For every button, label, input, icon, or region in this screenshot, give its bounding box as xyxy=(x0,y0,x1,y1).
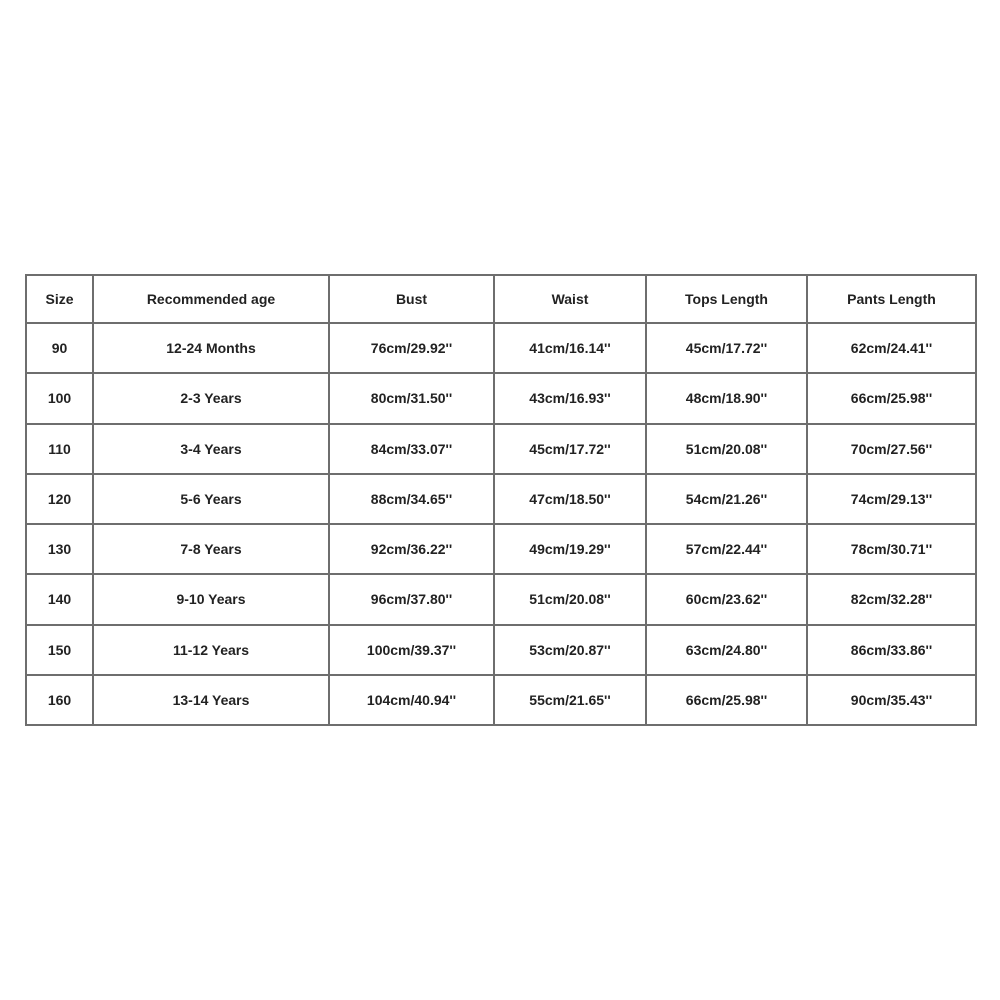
cell-pants-length: 62cm/24.41'' xyxy=(807,323,976,373)
cell-pants-length: 82cm/32.28'' xyxy=(807,574,976,624)
table-header xyxy=(26,275,976,323)
cell-pants-length: 74cm/29.13'' xyxy=(807,474,976,524)
cell-bust: 104cm/40.94'' xyxy=(329,675,494,725)
cell-waist: 47cm/18.50'' xyxy=(494,474,646,524)
cell-recommended-age: 12-24 Months xyxy=(93,323,329,373)
cell-size: 140 xyxy=(26,574,93,624)
cell-tops-length: 66cm/25.98'' xyxy=(646,675,807,725)
cell-tops-length: 63cm/24.80'' xyxy=(646,625,807,675)
header-waist: Waist xyxy=(494,275,646,323)
cell-bust: 76cm/29.92'' xyxy=(329,323,494,373)
cell-waist: 51cm/20.08'' xyxy=(494,574,646,624)
table-row xyxy=(26,373,976,423)
cell-size: 150 xyxy=(26,625,93,675)
cell-size: 110 xyxy=(26,424,93,474)
cell-size: 130 xyxy=(26,524,93,574)
table-row xyxy=(26,524,976,574)
size-chart-table xyxy=(25,274,977,726)
table-row xyxy=(26,424,976,474)
header-tops-length: Tops Length xyxy=(646,275,807,323)
table-row xyxy=(26,323,976,373)
header-pants-length: Pants Length xyxy=(807,275,976,323)
cell-bust: 88cm/34.65'' xyxy=(329,474,494,524)
cell-size: 100 xyxy=(26,373,93,423)
cell-bust: 100cm/39.37'' xyxy=(329,625,494,675)
cell-waist: 49cm/19.29'' xyxy=(494,524,646,574)
cell-waist: 53cm/20.87'' xyxy=(494,625,646,675)
cell-recommended-age: 2-3 Years xyxy=(93,373,329,423)
table-row xyxy=(26,474,976,524)
header-bust: Bust xyxy=(329,275,494,323)
cell-waist: 43cm/16.93'' xyxy=(494,373,646,423)
cell-size: 120 xyxy=(26,474,93,524)
cell-recommended-age: 11-12 Years xyxy=(93,625,329,675)
cell-recommended-age: 5-6 Years xyxy=(93,474,329,524)
cell-bust: 84cm/33.07'' xyxy=(329,424,494,474)
cell-waist: 55cm/21.65'' xyxy=(494,675,646,725)
cell-bust: 92cm/36.22'' xyxy=(329,524,494,574)
table-row xyxy=(26,625,976,675)
cell-recommended-age: 3-4 Years xyxy=(93,424,329,474)
cell-bust: 96cm/37.80'' xyxy=(329,574,494,624)
cell-recommended-age: 13-14 Years xyxy=(93,675,329,725)
cell-pants-length: 78cm/30.71'' xyxy=(807,524,976,574)
cell-bust: 80cm/31.50'' xyxy=(329,373,494,423)
header-row xyxy=(26,275,976,323)
cell-pants-length: 70cm/27.56'' xyxy=(807,424,976,474)
cell-waist: 45cm/17.72'' xyxy=(494,424,646,474)
cell-recommended-age: 9-10 Years xyxy=(93,574,329,624)
cell-pants-length: 86cm/33.86'' xyxy=(807,625,976,675)
cell-tops-length: 51cm/20.08'' xyxy=(646,424,807,474)
table-row xyxy=(26,574,976,624)
table-row xyxy=(26,675,976,725)
header-size: Size xyxy=(26,275,93,323)
cell-tops-length: 45cm/17.72'' xyxy=(646,323,807,373)
cell-pants-length: 66cm/25.98'' xyxy=(807,373,976,423)
header-recommended-age: Recommended age xyxy=(93,275,329,323)
table-body xyxy=(26,323,976,725)
cell-pants-length: 90cm/35.43'' xyxy=(807,675,976,725)
cell-waist: 41cm/16.14'' xyxy=(494,323,646,373)
cell-recommended-age: 7-8 Years xyxy=(93,524,329,574)
cell-tops-length: 48cm/18.90'' xyxy=(646,373,807,423)
cell-size: 160 xyxy=(26,675,93,725)
cell-tops-length: 60cm/23.62'' xyxy=(646,574,807,624)
cell-tops-length: 54cm/21.26'' xyxy=(646,474,807,524)
cell-size: 90 xyxy=(26,323,93,373)
cell-tops-length: 57cm/22.44'' xyxy=(646,524,807,574)
